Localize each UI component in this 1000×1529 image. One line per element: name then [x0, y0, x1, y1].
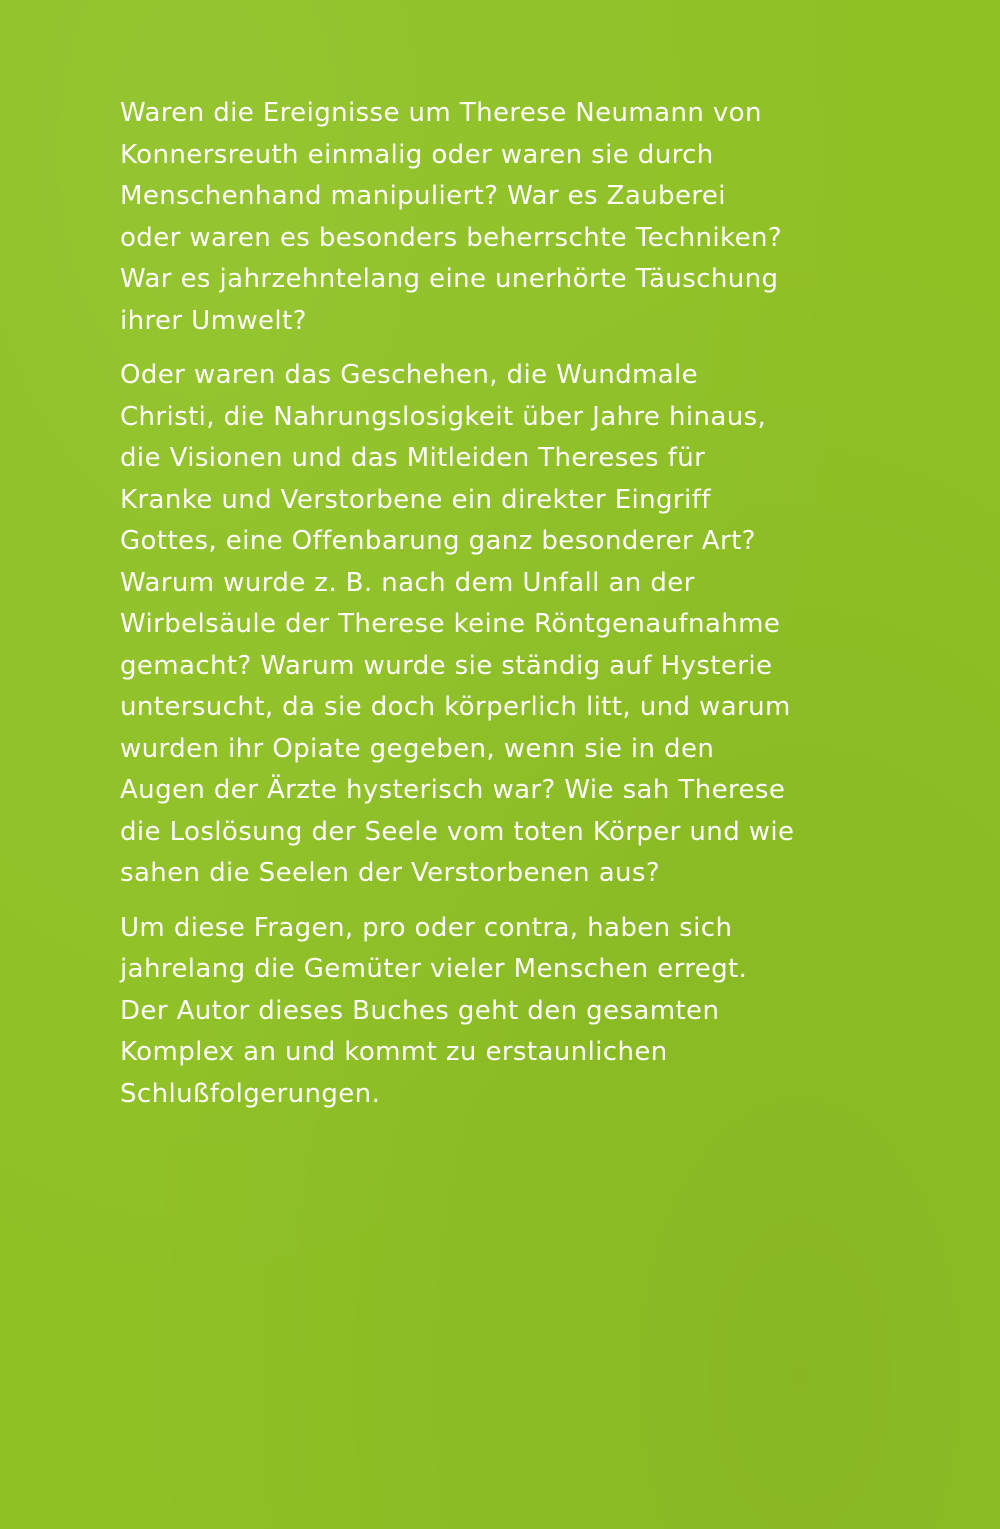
paragraph-2: [120, 355, 920, 895]
paragraph-3: [120, 908, 920, 1116]
text-line: Gottes, eine Offenbarung ganz besonderer Art?: [120, 526, 756, 556]
text-line: sahen die Seelen der Verstorbenen aus?: [120, 858, 661, 888]
blurb-text: [120, 93, 920, 1128]
text-line: Oder waren das Geschehen, die Wundmale: [120, 360, 699, 390]
text-line: War es jahrzehntelang eine unerhörte Täuschung: [120, 264, 779, 294]
text-line: Der Autor dieses Buches geht den gesamten: [120, 995, 720, 1026]
text-line: Wirbelsäule der Therese keine Röntgenaufnahme: [120, 609, 781, 639]
text-line: oder waren es besonders beherrschte Techniken?: [120, 222, 783, 253]
text-line: Augen der Ärzte hysterisch war? Wie sah Therese: [120, 775, 786, 805]
text-line: Schlußfolgerungen.: [120, 1078, 381, 1109]
text-line: Konnersreuth einmalig oder waren sie durch: [120, 139, 714, 170]
text-line: untersucht, da sie doch körperlich litt, und warum: [120, 692, 791, 722]
text-line: jahrelang die Gemüter vieler Menschen erregt.: [120, 954, 748, 984]
text-line: wurden ihr Opiate gegeben, wenn sie in den: [120, 733, 715, 764]
text-line: Warum wurde z. B. nach dem Unfall an der: [120, 567, 695, 598]
text-line: Waren die Ereignisse um Therese Neumann von: [120, 98, 762, 128]
text-line: ihrer Umwelt?: [120, 305, 307, 336]
text-line: Um diese Fragen, pro oder contra, haben sich: [120, 912, 733, 943]
text-line: Komplex an und kommt zu erstaunlichen: [120, 1037, 668, 1067]
text-line: Menschenhand manipuliert? War es Zauberei: [120, 181, 726, 211]
paragraph-1: [120, 93, 920, 342]
text-line: Kranke und Verstorbene ein direkter Eingriff: [120, 484, 711, 515]
text-line: die Loslösung der Seele vom toten Körper und wie: [120, 816, 795, 847]
text-line: die Visionen und das Mitleiden Thereses für: [120, 443, 706, 473]
text-line: gemacht? Warum wurde sie ständig auf Hysterie: [120, 650, 773, 681]
text-line: Christi, die Nahrungslosigkeit über Jahre hinaus,: [120, 401, 767, 432]
